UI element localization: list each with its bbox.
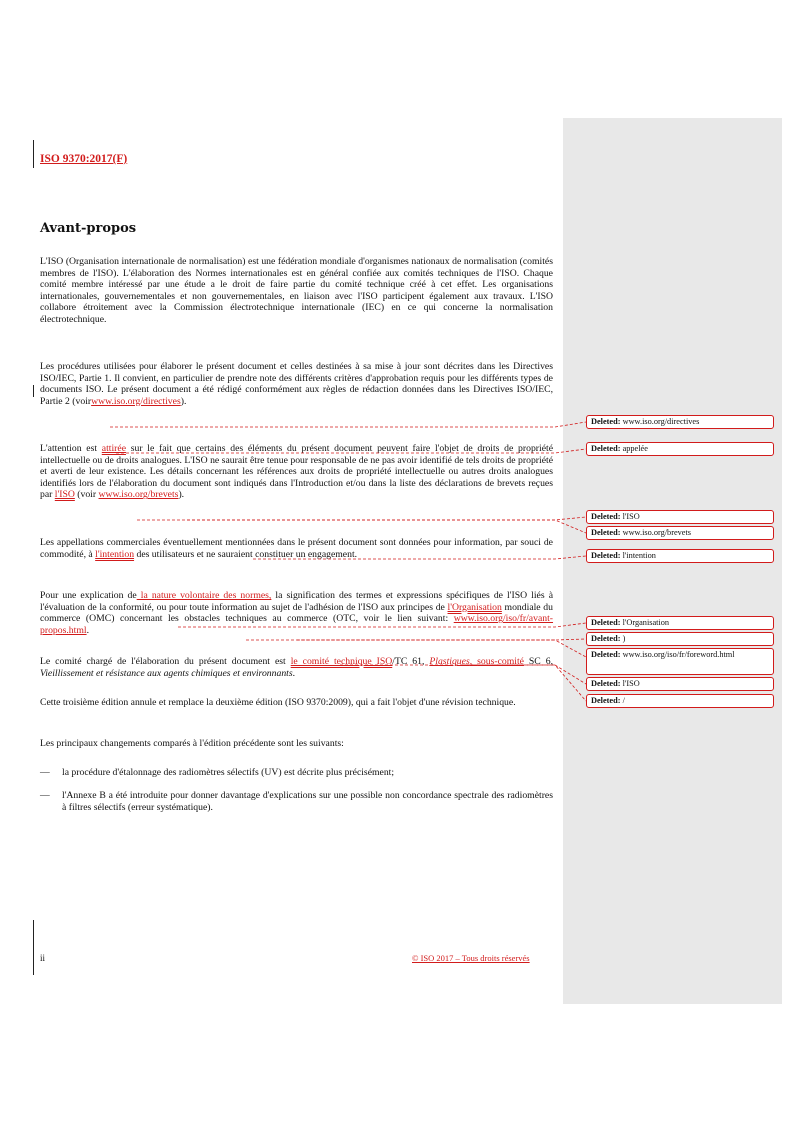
comment-balloon[interactable]: Deleted: ) bbox=[586, 632, 774, 646]
comment-balloon[interactable]: Deleted: l'intention bbox=[586, 549, 774, 563]
insertion-sous-comite: sous-comité bbox=[477, 656, 524, 667]
paragraph-attention: L'attention est attirée sur le fait que certains des éléments du présent document peuvent faire l'objet de droits de propriété intellectuelle ou de droits analogues. L'ISO ne saurait être tenue pour responsable de ne pas avoir identifié de tels droits de propriété et averti de leur existence. Les détails concernant les références aux droits de propriété intellectuelle ou autres droits analogues identifiés lors de l'élaboration du document sont indiqués dans l'Introduction et/ou dans la liste des déclarations de brevets reçues par l'ISO (voir www.iso.org/brevets). bbox=[40, 443, 554, 501]
link-brevets[interactable]: www.iso.org/brevets bbox=[98, 489, 179, 501]
list-item: — l'Annexe B a été introduite pour donner davantage d'explications sur une possible non concordance spectrale des radiomètres à filtres sélectifs (erreur systématique). bbox=[40, 790, 553, 813]
insertion-comite: le comité technique ISO bbox=[290, 656, 393, 667]
link-avant-propos[interactable]: www.iso.org/iso/fr/avant-propos.html bbox=[40, 613, 554, 636]
paragraph-changes-intro: Les principaux changements comparés à l'édition précédente sont les suivants: bbox=[40, 738, 344, 749]
comment-balloon[interactable]: Deleted: l'ISO bbox=[586, 677, 774, 691]
paragraph-edition: Cette troisième édition annule et remplace la deuxième édition (ISO 9370:2009), qui a fait l'objet d'une révision technique. bbox=[40, 697, 516, 708]
insertion-liso: l'ISO bbox=[54, 489, 75, 501]
comment-balloon[interactable]: Deleted: l'Organisation bbox=[586, 616, 774, 630]
section-heading: Avant-propos bbox=[40, 221, 137, 236]
insertion-attiree: attirée bbox=[101, 443, 126, 454]
comment-balloon[interactable]: Deleted: l'ISO bbox=[586, 510, 774, 524]
paragraph-committee: Le comité chargé de l'élaboration du présent document est le comité technique ISO/TC 61, Plastiques, sous-comité SC 6, Vieillissement et résistance aux agents chimiques et environnants. bbox=[40, 656, 554, 679]
page-number: ii bbox=[40, 953, 46, 963]
comment-balloon[interactable]: Deleted: www.iso.org/iso/fr/foreword.html bbox=[586, 648, 774, 675]
link-directives[interactable]: www.iso.org/directives bbox=[91, 395, 181, 407]
insertion-organisation: l'Organisation bbox=[447, 601, 502, 613]
comment-balloon[interactable]: Deleted: appelée bbox=[586, 442, 774, 456]
list-item: — la procédure d'étalonnage des radiomètres sélectifs (UV) est décrite plus précisément; bbox=[40, 767, 395, 778]
paragraph-explanation: Pour une explication de la nature volontaire des normes, la signification des termes et expressions spécifiques de l'ISO liés à l'évaluation de la conformité, ou pour toute information au sujet de l'adhésion de l'ISO aux principes de l'Organisation mondiale du commerce (OMC) concernant les obstacles techniques au commerce (OTC, voir le lien suivant: www.iso.org/iso/fr/avant-propos.html. bbox=[40, 590, 554, 636]
insertion-plastiques: Plastiques bbox=[429, 656, 470, 667]
paragraph-intro: L'ISO (Organisation internationale de normalisation) est une fédération mondiale d'organismes nationaux de normalisation (comités membres de l'ISO). L'élaboration des Normes internationales est en général confiée aux comités techniques de l'ISO. Chaque comité membre intéressé par une étude a le droit de faire partie du comité technique créé à cet effet. Les organisations internationales, gouvernementales et non gouvernementales, en liaison avec l'ISO participent également aux travaux. L'ISO collabore étroitement avec la Commission électrotechnique internationale (IEC) en ce qui concerne la normalisation électrotechnique. bbox=[40, 256, 553, 325]
insertion-nature: la nature volontaire des normes, bbox=[136, 590, 272, 601]
insertion-intention: l'intention bbox=[95, 548, 135, 560]
comment-balloon[interactable]: Deleted: www.iso.org/directives bbox=[586, 415, 774, 429]
footer-copyright: © ISO 2017 – Tous droits réservés bbox=[412, 953, 530, 963]
comment-balloon[interactable]: Deleted: / bbox=[586, 694, 774, 708]
paragraph-procedures: Les procédures utilisées pour élaborer le présent document et celles destinées à sa mise à jour sont décrites dans les Directives ISO/IEC, Partie 1. Il convient, en particulier de prendre note des différents critères d'approbation requis pour les différents types de documents ISO. Le présent document a été rédigé conformément aux règles de rédaction données dans les Directives ISO/IEC, Partie 2 (voirwww.iso.org/directives). bbox=[40, 361, 554, 407]
comment-balloon[interactable]: Deleted: www.iso.org/brevets bbox=[586, 526, 774, 540]
document-code-header: ISO 9370:2017(F) bbox=[40, 153, 128, 165]
paragraph-trade-names: Les appellations commerciales éventuellement mentionnées dans le présent document sont données pour information, par souci de commodité, à l'intention des utilisateurs et ne sauraient constituer un engagement. bbox=[40, 537, 553, 560]
